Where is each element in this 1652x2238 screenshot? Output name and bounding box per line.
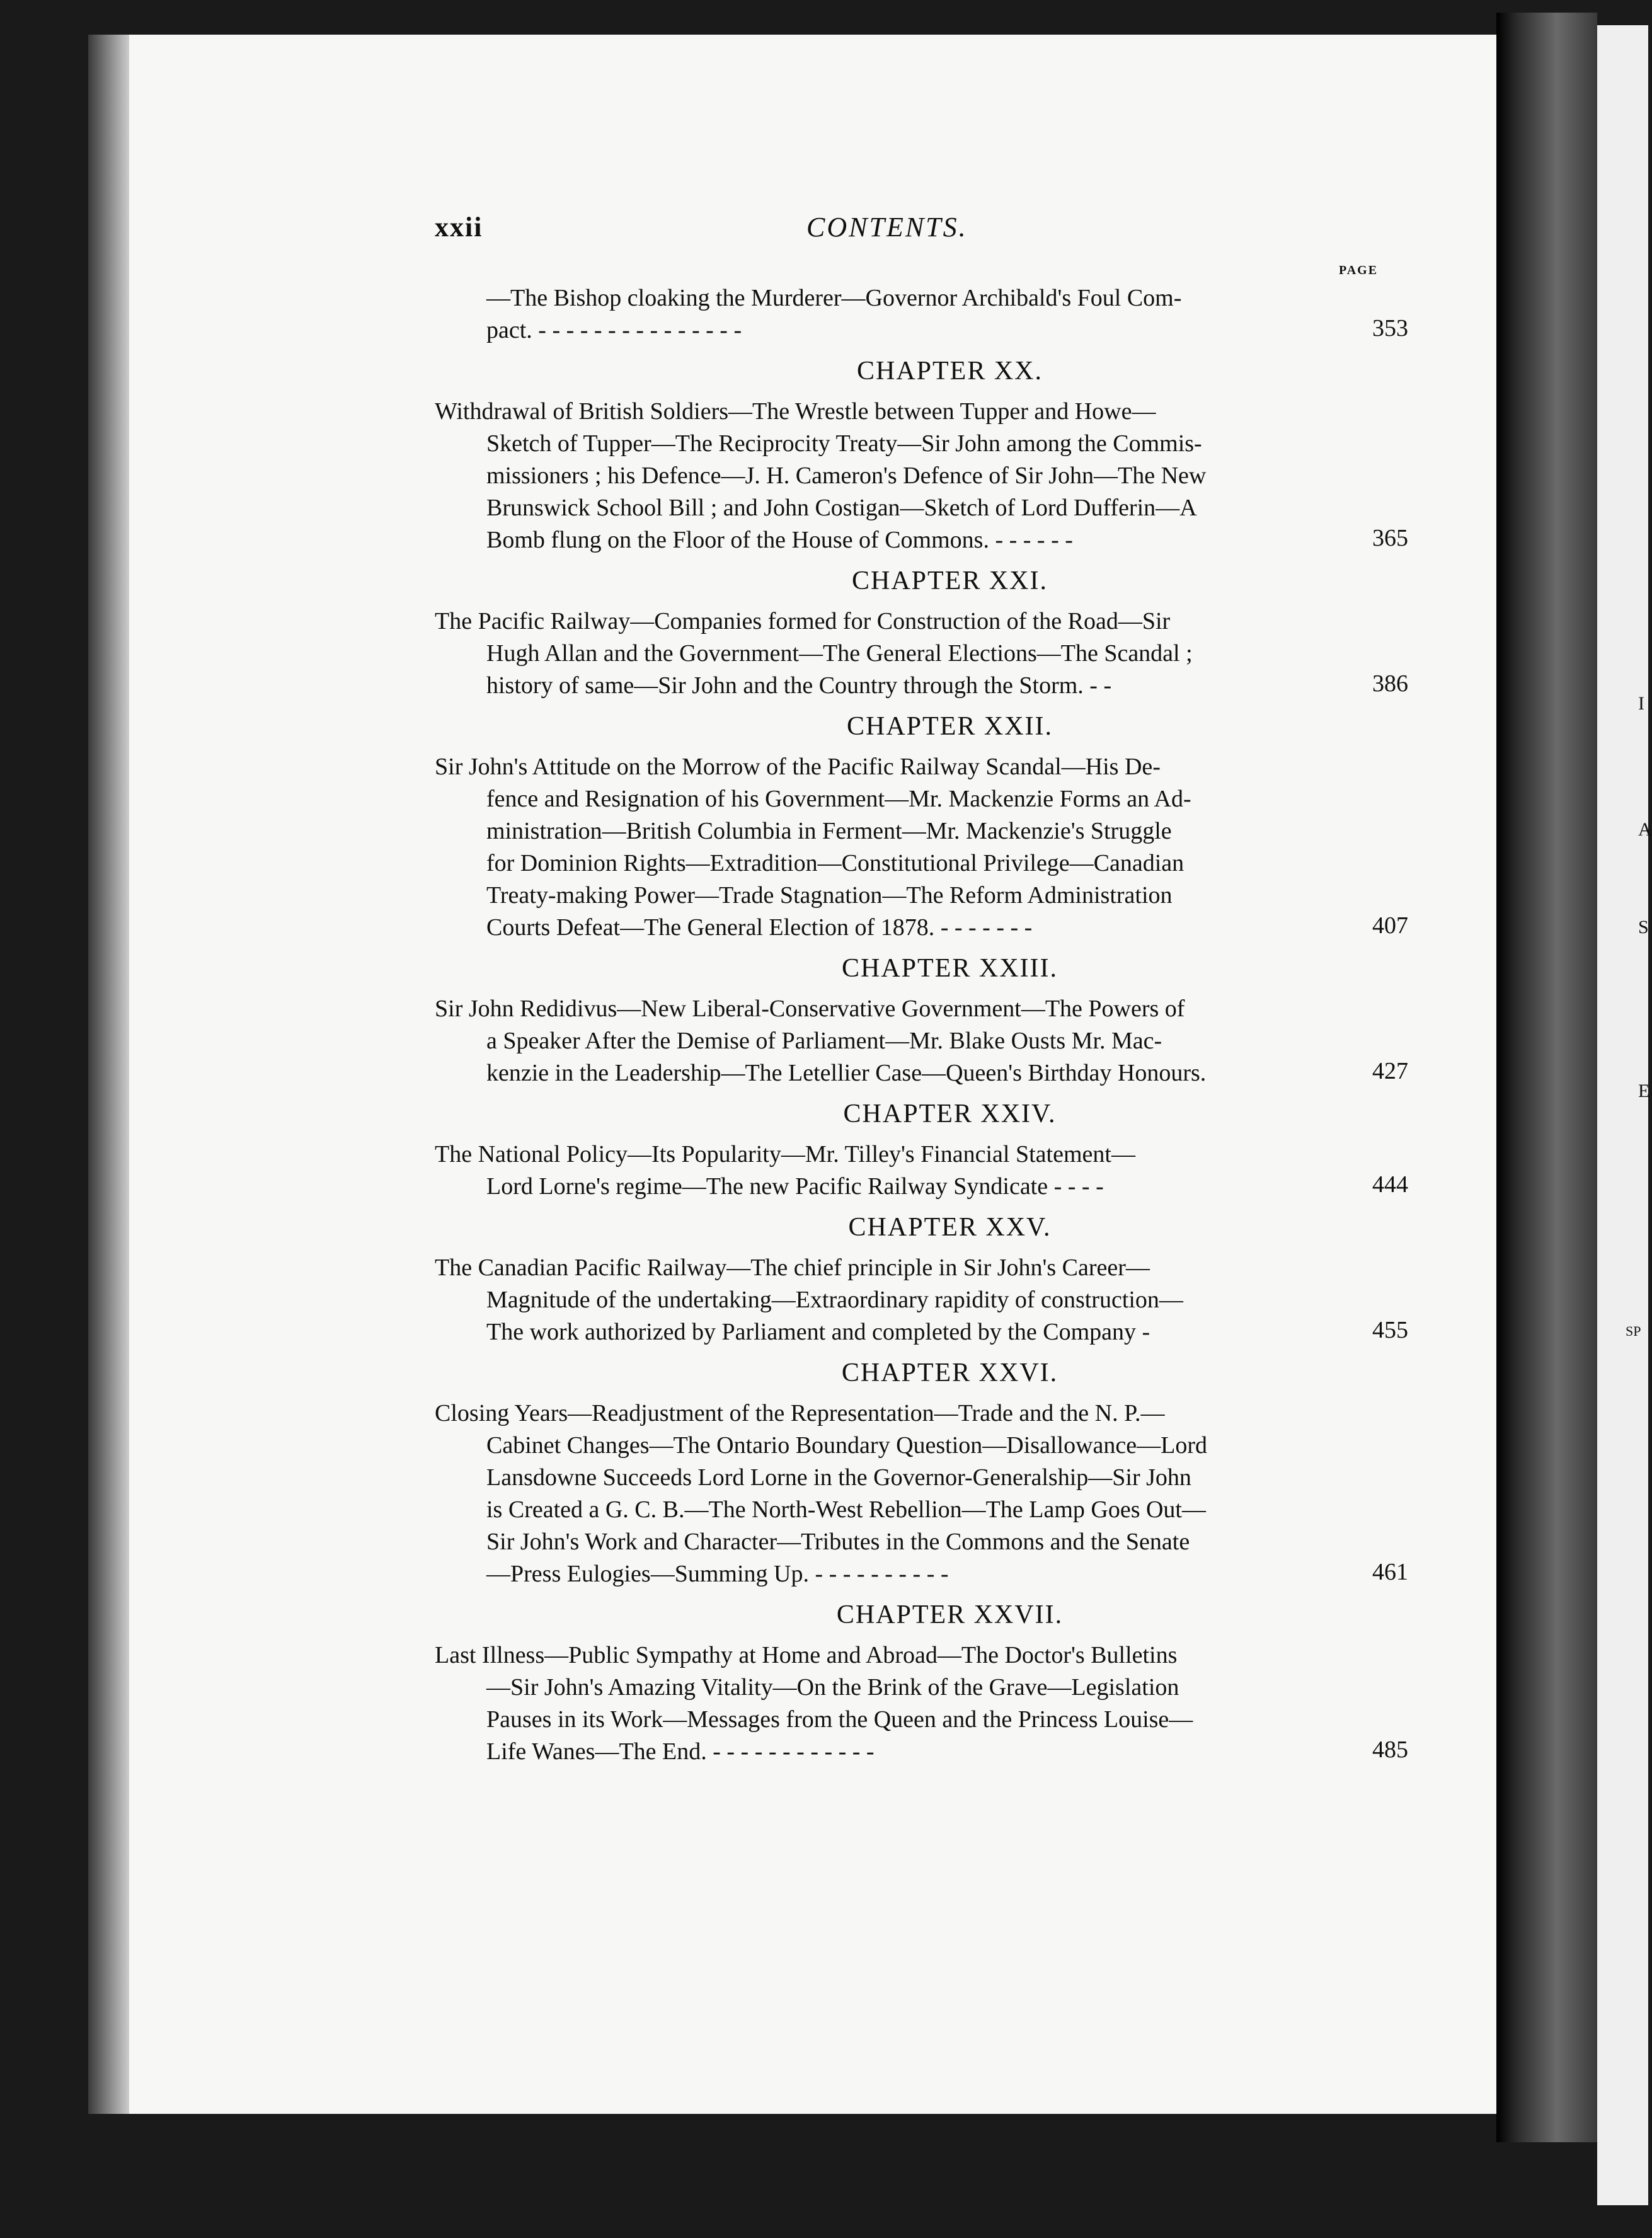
entry-line: Lansdowne Succeeds Lord Lorne in the Governor-Generalship—Sir John xyxy=(486,1464,1191,1491)
toc-entry xyxy=(435,605,1408,702)
entry-line: Sir John's Attitude on the Morrow of the Pacific Railway Scandal—His De- xyxy=(435,754,1161,780)
entry-line: Cabinet Changes—The Ontario Boundary Question—Disallowance—Lord xyxy=(486,1432,1207,1459)
entry-line: Withdrawal of British Soldiers—The Wrestle between Tupper and Howe— xyxy=(435,398,1156,425)
chapter-heading: CHAPTER XXVII. xyxy=(836,1600,1064,1629)
facing-page-fragment: I xyxy=(1638,693,1644,714)
entry-line: The work authorized by Parliament and completed by the Company - xyxy=(486,1319,1150,1345)
toc-entry xyxy=(435,1397,1408,1590)
page-number: 485 xyxy=(1372,1736,1408,1763)
entry-line: Sir John Redidivus—New Liberal-Conservative Government—The Powers of xyxy=(435,996,1185,1022)
page-title: CONTENTS. xyxy=(806,212,968,243)
entry-line: is Created a G. C. B.—The North-West Rebellion—The Lamp Goes Out— xyxy=(486,1496,1206,1523)
table-of-contents xyxy=(435,282,1408,1768)
chapter-heading: CHAPTER XXI. xyxy=(851,566,1048,595)
entry-line: —The Bishop cloaking the Murderer—Governor Archibald's Foul Com- xyxy=(486,285,1182,311)
toc-entry xyxy=(435,993,1408,1089)
toc-entry xyxy=(435,751,1408,944)
running-head xyxy=(435,211,1355,249)
entry-line: Last Illness—Public Sympathy at Home and Abroad—The Doctor's Bulletins xyxy=(435,1642,1178,1668)
chapter-heading: CHAPTER XXII. xyxy=(847,712,1053,741)
chapter-heading: CHAPTER XXVI. xyxy=(841,1358,1058,1387)
entry-line: kenzie in the Leadership—The Letellier Case—Queen's Birthday Honours. xyxy=(486,1060,1207,1086)
entry-line: pact. - - - - - - - - - - - - - - - xyxy=(486,317,742,343)
facing-page-fragment: SP xyxy=(1626,1323,1641,1339)
facing-page-fragment: S xyxy=(1638,917,1649,938)
entry-line: Magnitude of the undertaking—Extraordinary rapidity of construction— xyxy=(486,1287,1183,1313)
facing-page-fragment: E xyxy=(1638,1081,1650,1101)
entry-line: Treaty-making Power—Trade Stagnation—The Reform Administration xyxy=(486,882,1173,909)
facing-page-fragment: A xyxy=(1638,819,1652,840)
entry-line: for Dominion Rights—Extradition—Constitutional Privilege—Canadian xyxy=(486,850,1185,876)
book-spine-shadow xyxy=(1496,13,1597,2142)
entry-line: The National Policy—Its Popularity—Mr. Tilley's Financial Statement— xyxy=(435,1141,1135,1168)
page-number: 407 xyxy=(1372,912,1408,939)
entry-line: —Sir John's Amazing Vitality—On the Brink of the Grave—Legislation xyxy=(486,1674,1179,1701)
page-number: 386 xyxy=(1372,670,1408,697)
page-number: 365 xyxy=(1372,525,1408,551)
entry-line: Bomb flung on the Floor of the House of Commons. - - - - - - xyxy=(486,527,1073,553)
chapter-heading: CHAPTER XXV. xyxy=(848,1213,1052,1242)
chapter-heading: CHAPTER XX. xyxy=(856,357,1043,386)
entry-line: Hugh Allan and the Government—The General Elections—The Scandal ; xyxy=(486,640,1193,667)
toc-entry xyxy=(435,1252,1408,1348)
entry-line: The Pacific Railway—Companies formed for Construction of the Road—Sir xyxy=(435,608,1171,634)
page-number: 353 xyxy=(1372,315,1408,341)
entry-line: Pauses in its Work—Messages from the Queen and the Princess Louise— xyxy=(486,1706,1193,1733)
entry-line: Brunswick School Bill ; and John Costigan—Sketch of Lord Dufferin—A xyxy=(486,495,1197,521)
facing-page-strip xyxy=(1597,25,1648,2205)
page-number: 444 xyxy=(1372,1171,1408,1198)
page-number: 427 xyxy=(1372,1058,1408,1084)
toc-entry xyxy=(435,1639,1408,1768)
toc-entry xyxy=(435,396,1408,556)
chapter-heading: CHAPTER XXIII. xyxy=(842,954,1058,983)
entry-line: missioners ; his Defence—J. H. Cameron's Defence of Sir John—The New xyxy=(486,462,1207,489)
entry-line: —Press Eulogies—Summing Up. - - - - - - - - - - xyxy=(486,1561,949,1587)
entry-line: The Canadian Pacific Railway—The chief principle in Sir John's Career— xyxy=(435,1254,1150,1281)
entry-line: Sir John's Work and Character—Tributes in the Commons and the Senate xyxy=(486,1529,1190,1555)
book-gutter-edge xyxy=(88,35,132,2114)
entry-line: Lord Lorne's regime—The new Pacific Railway Syndicate - - - - xyxy=(486,1173,1104,1200)
entry-line: Courts Defeat—The General Election of 1878. - - - - - - - xyxy=(486,914,1033,941)
entry-line: a Speaker After the Demise of Parliament—Mr. Blake Ousts Mr. Mac- xyxy=(486,1028,1162,1054)
entry-line: ministration—British Columbia in Ferment—Mr. Mackenzie's Struggle xyxy=(486,818,1172,844)
chapter-heading: CHAPTER XXIV. xyxy=(843,1099,1057,1128)
entry-line: fence and Resignation of his Government—Mr. Mackenzie Forms an Ad- xyxy=(486,786,1191,812)
page-folio: xxii xyxy=(435,212,483,243)
toc-entry xyxy=(435,1139,1408,1203)
toc-entry-continued xyxy=(435,282,1408,347)
page-number: 461 xyxy=(1372,1559,1408,1585)
entry-line: Sketch of Tupper—The Reciprocity Treaty—Sir John among the Commis- xyxy=(486,430,1202,457)
entry-line: Closing Years—Readjustment of the Representation—Trade and the N. P.— xyxy=(435,1400,1165,1426)
page-column-label: PAGE xyxy=(1339,263,1379,277)
page-number: 455 xyxy=(1372,1317,1408,1343)
entry-line: Life Wanes—The End. - - - - - - - - - - - - xyxy=(486,1738,875,1765)
entry-line: history of same—Sir John and the Country through the Storm. - - xyxy=(486,672,1112,699)
